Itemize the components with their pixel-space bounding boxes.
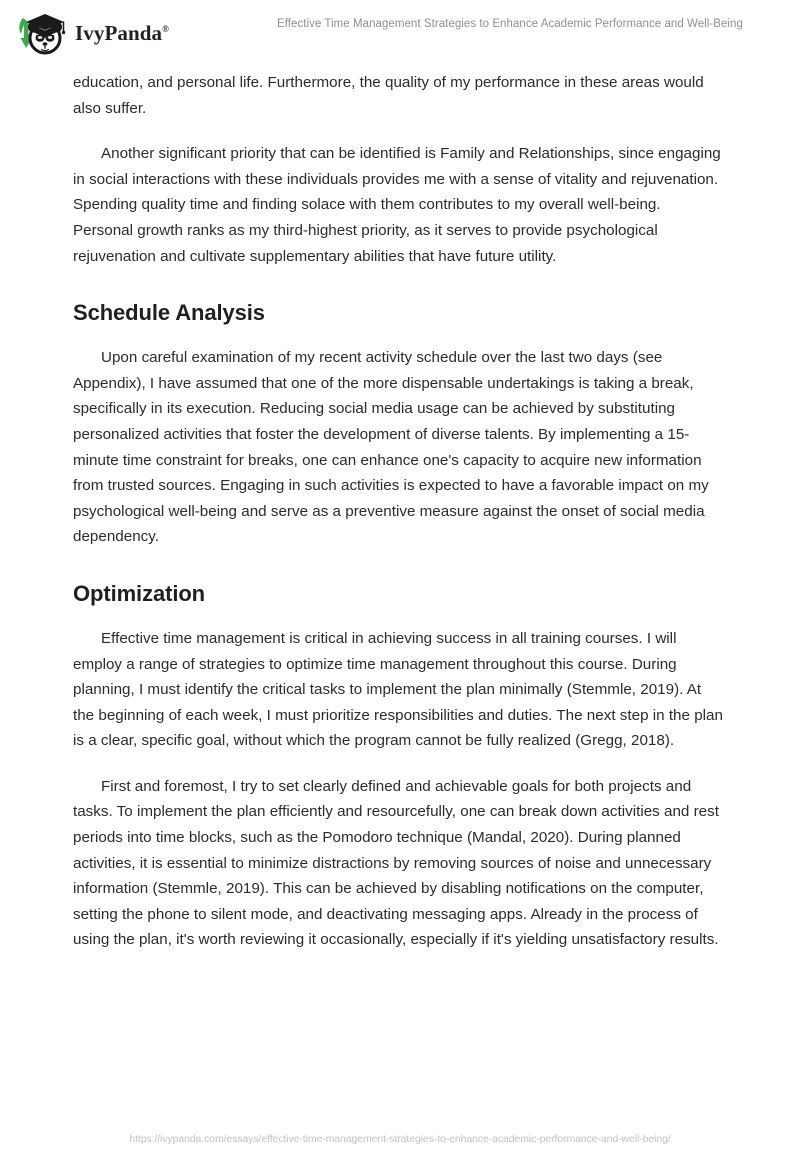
paragraph: Another significant priority that can be identified is Family and Relationships, since engaging in social interactions with these individuals provides me with a sense of vitality and rejuvenation. Spending quality time and finding solace with them contributes to my overall well-being. Personal growth ranks as my third-highest priority, as it serves to provide psychological rejuvenation and cultivate supplementary abilities that have future utility. [73,145,721,265]
paragraph: First and foremost, I try to set clearly defined and achievable goals for both projects and tasks. To implement the plan efficiently and resourcefully, one can break down activities and rest periods into time blocks, such as the Pomodoro technique (Mandal, 2020). During planned activities, it is essential to minimize distractions by removing sources of noise and unnecessary information (Stemmle, 2019). This can be achieved by disabling notifications on the computer, setting the phone to silent mode, and deactivating messaging apps. Already in the process of using the plan, it's worth reviewing it occasionally, especially if it's yielding unsatisfactory results. [73,777,719,949]
section-heading-optimization: Optimization [73,580,206,606]
section-heading-schedule-analysis: Schedule Analysis [73,300,265,326]
document-body [73,70,723,953]
brand-logo-link[interactable] [16,7,169,57]
registered-trademark-icon: ® [162,23,169,34]
footer-source-url[interactable]: https://ivypanda.com/essays/effective-time-management-strategies-to-enhance-academic-performance-and-well-being/ [129,1133,671,1145]
brand-name-text: IvyPanda [75,20,163,45]
document-title-header: Effective Time Management Strategies to Enhance Academic Performance and Well-Being [277,18,743,30]
paragraph: education, and personal life. Furthermore, the quality of my performance in these areas would also suffer. [73,74,704,117]
paragraph: Effective time management is critical in achieving success in all training courses. I will employ a range of strategies to optimize time management throughout this course. During planning, I must identify the critical tasks to implement the plan minimally (Stemmle, 2019). At the beginning of each week, I must prioritize responsibilities and duties. The next step in the plan is a clear, specific goal, without which the program cannot be fully realized (Gregg, 2018). [73,629,723,750]
page-footer [0,1129,800,1147]
page-header [0,0,800,62]
panda-graduate-logo-icon [16,7,68,57]
paragraph: Upon careful examination of my recent activity schedule over the last two days (see Appendix), I have assumed that one of the more dispensable undertakings is taking a break, specifically in its execution. Reducing social media usage can be achieved by substituting personalized activities that foster the development of diverse talents. By implementing a 15-minute time constraint for breaks, one can enhance one's capacity to acquire new information from trusted sources. Engaging in such activities is expected to have a favorable impact on my psychological well-being and serve as a preventive measure against the onset of social media dependency. [73,349,709,546]
brand-name [75,20,169,45]
